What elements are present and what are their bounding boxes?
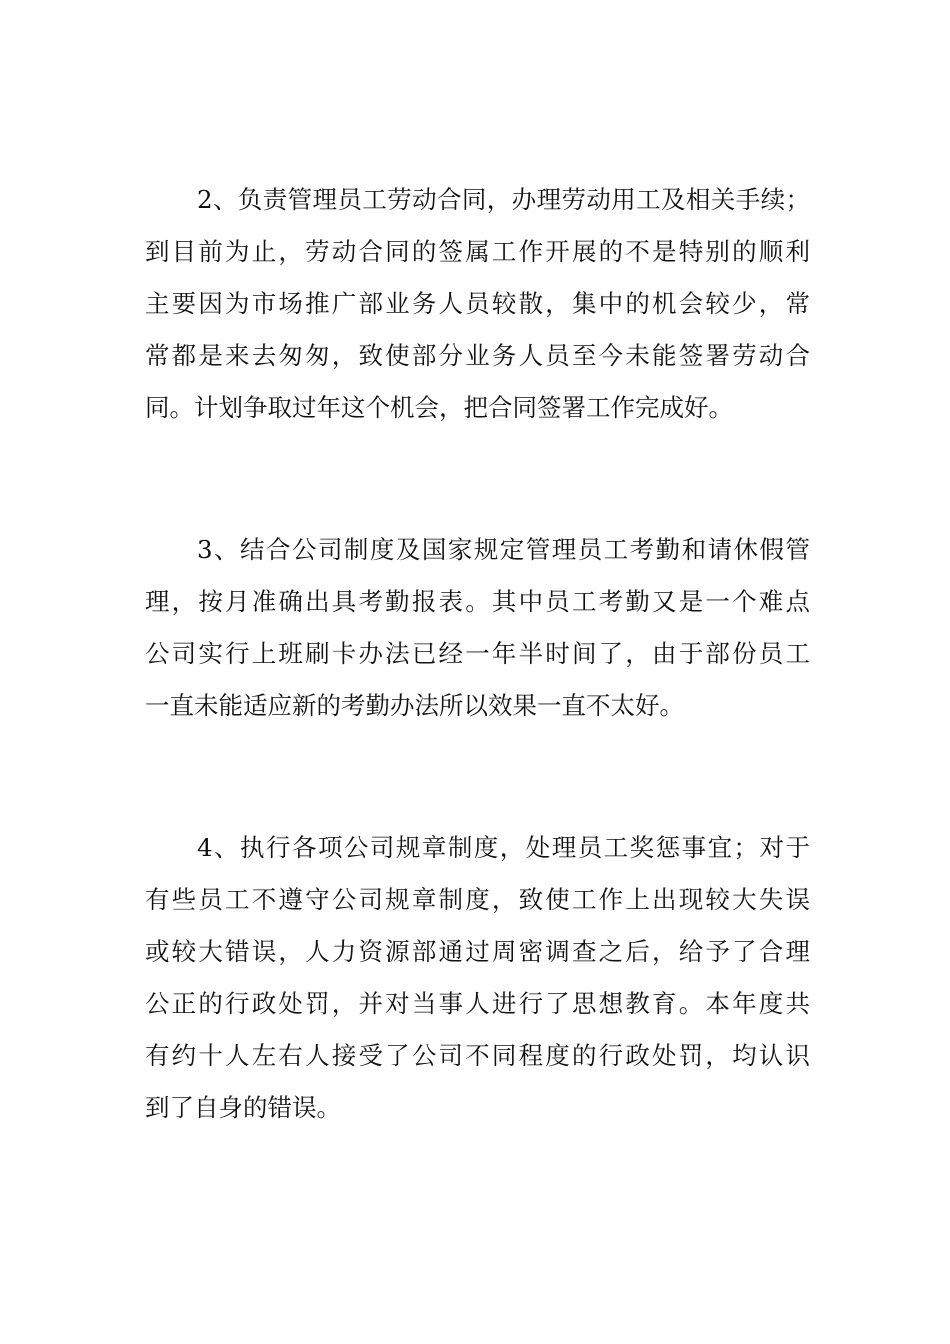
paragraph-line: 3、结合公司制度及国家规定管理员工考勤和请休假管 xyxy=(197,535,810,564)
paragraph-line: 常都是来去匆匆，致使部分业务人员至今未能签署劳动合 xyxy=(145,341,810,370)
paragraph-line: 或较大错误，人力资源部通过周密调查之后，给予了合理 xyxy=(145,937,810,966)
paragraph-line: 同。计划争取过年这个机会，把合同签署工作完成好。 xyxy=(145,393,733,422)
paragraph-line: 有些员工不遵守公司规章制度，致使工作上出现较大失误 xyxy=(145,885,810,914)
paragraph-line: 4、执行各项公司规章制度，处理员工奖惩事宜；对于 xyxy=(197,833,810,862)
paragraph-line: 一直未能适应新的考勤办法所以效果一直不太好。 xyxy=(145,691,684,720)
paragraph-line: 公正的行政处罚，并对当事人进行了思想教育。本年度共 xyxy=(145,989,810,1018)
paragraph-item-3 xyxy=(145,524,810,732)
paragraph-item-2 xyxy=(145,174,810,434)
paragraph-line: 2、负责管理员工劳动合同，办理劳动用工及相关手续； xyxy=(197,185,810,214)
paragraph-item-4 xyxy=(145,822,810,1134)
paragraph-line: 理，按月准确出具考勤报表。其中员工考勤又是一个难点 xyxy=(145,587,810,616)
paragraph-line: 到了自身的错误。 xyxy=(145,1093,341,1122)
paragraph-line: 主要因为市场推广部业务人员较散，集中的机会较少，常 xyxy=(145,289,810,318)
paragraph-line: 有约十人左右人接受了公司不同程度的行政处罚，均认识 xyxy=(145,1041,810,1070)
paragraph-line: 公司实行上班刷卡办法已经一年半时间了，由于部份员工 xyxy=(145,639,810,668)
paragraph-line: 到目前为止，劳动合同的签属工作开展的不是特别的顺利 xyxy=(145,237,810,266)
